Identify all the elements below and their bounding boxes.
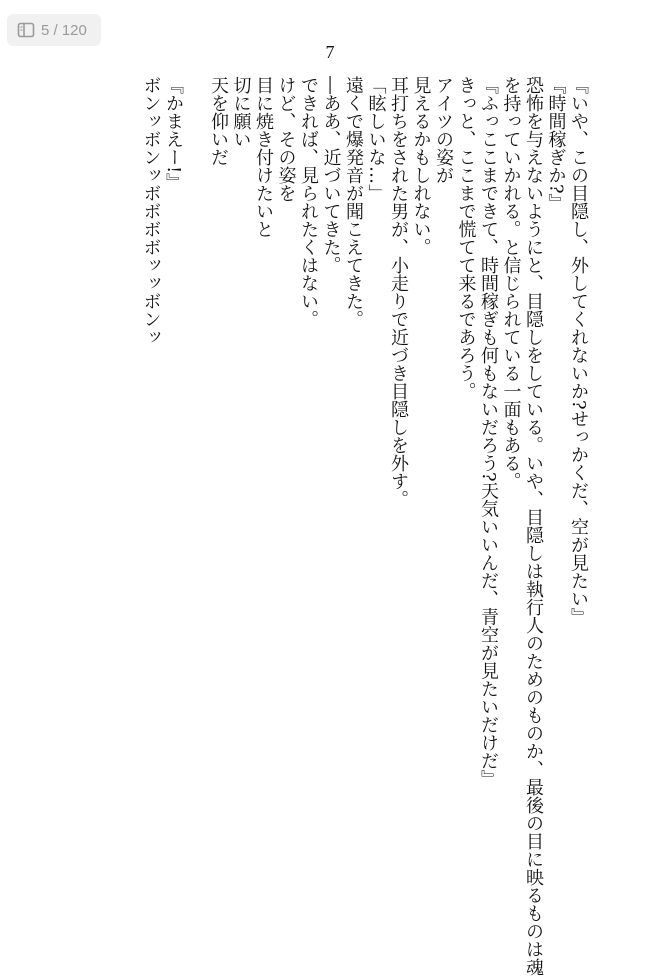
text-line: 天を仰いだ — [208, 76, 229, 166]
text-line: 『かまえー!』 — [163, 76, 184, 192]
text-line: できれば、見られたくはない。 — [298, 76, 319, 328]
chapter-number: 7 — [325, 42, 335, 62]
text-line: 『ふっここまできて、時間稼ぎも何もないだろう?天気いいんだ、青空が見たいだけだ』 — [478, 76, 499, 788]
text-line: 見えるかもしれない。 — [410, 76, 432, 256]
text-line: 耳打ちをされた男が、小走りで近づき目隠しを外す。 — [388, 76, 409, 508]
text-line: を持っていかれる。と信じられている一面もある。 — [500, 76, 522, 490]
text-line: 恐怖を与えないようにと、目隠しをしている。いや、目隠しは執行人のためのものか、最後の目に映るものは魂 — [523, 76, 544, 976]
text-line: けど、その姿を — [275, 76, 297, 202]
book-pages-icon — [17, 22, 35, 38]
body-text — [139, 76, 589, 976]
text-line: 『時間稼ぎか?』 — [545, 76, 567, 212]
text-line: きっと、ここまで慌てて来るであろう。 — [455, 76, 477, 400]
page-indicator-label: 5 / 120 — [41, 21, 87, 39]
text-line: アイツの姿が — [433, 76, 454, 184]
text-line: 目に焼き付けたいと — [253, 76, 274, 238]
text-line: 切に願い — [230, 76, 252, 148]
text-line: ボンッボンッボボボボッッボンッ — [140, 76, 162, 346]
page-indicator[interactable] — [7, 14, 101, 46]
text-line: ―ああ、近づいてきた。 — [320, 76, 342, 274]
blank-line — [184, 76, 207, 876]
text-line: 「眩しいな…」 — [365, 76, 387, 202]
text-line: 『いや、この目隠し、外してくれないか?せっかくだ、空が見たい』 — [568, 76, 589, 626]
text-line: 遠くで爆発音が聞こえてきた。 — [343, 76, 364, 328]
